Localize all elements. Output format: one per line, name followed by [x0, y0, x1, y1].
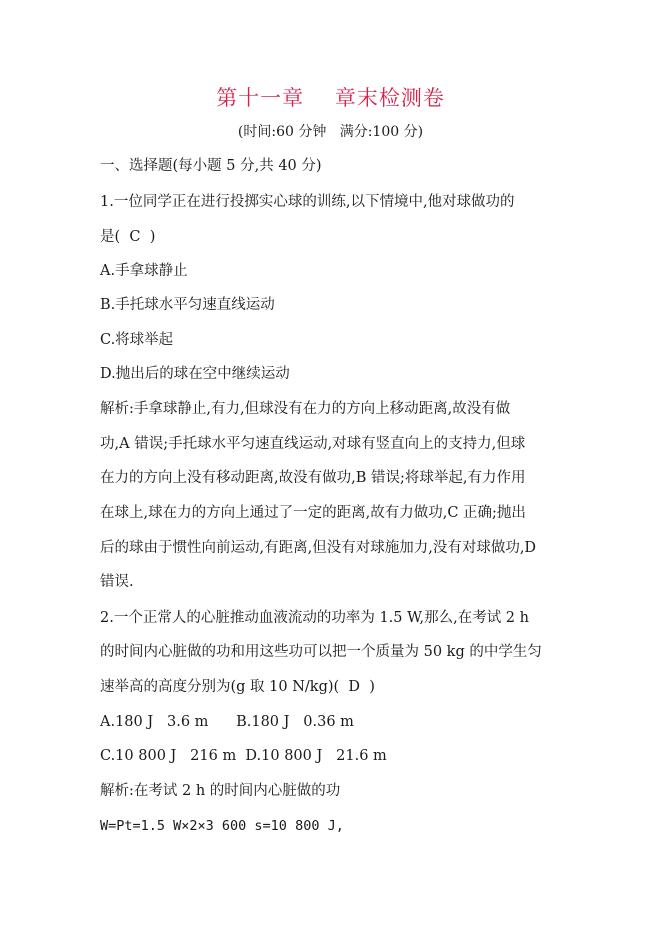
- q1-option-d: D.抛出后的球在空中继续运动: [100, 366, 290, 382]
- q1-option-a: A.手拿球静止: [100, 263, 188, 279]
- q2-options-row-1: A.180 J 3.6 m B.180 J 0.36 m: [100, 714, 354, 730]
- q2-analysis-line: 解析:在考试 2 h 的时间内心脏做的功: [100, 783, 341, 799]
- q1-analysis-line: 功,A 错误;手托球水平匀速直线运动,对球有竖直向上的支持力,但球: [100, 436, 526, 452]
- q1-stem-line-2: 是( C ): [100, 229, 156, 245]
- q2-stem-line-1: 2.一个正常人的心脏推动血液流动的功率为 1.5 W,那么,在考试 2 h: [100, 610, 529, 626]
- q1-analysis-line: 错误.: [100, 574, 134, 590]
- q2-stem-line-3: 速举高的高度分别为(g 取 10 N/kg)( D ): [100, 679, 375, 695]
- q2-stem-line-2: 的时间内心脏做的功和用这些功可以把一个质量为 50 kg 的中学生匀: [100, 644, 542, 660]
- page-title: 第十一章 章末检测卷: [216, 86, 445, 110]
- q1-analysis-line: 在力的方向上没有移动距离,故没有做功,B 错误;将球举起,有力作用: [100, 470, 526, 486]
- q1-stem-line-1: 1.一位同学正在进行投掷实心球的训练,以下情境中,他对球做功的: [100, 194, 515, 210]
- q1-option-b: B.手托球水平匀速直线运动: [100, 297, 275, 313]
- q1-analysis-line: 后的球由于惯性向前运动,有距离,但没有对球施加力,没有对球做功,D: [100, 540, 537, 556]
- q1-analysis-line: 在球上,球在力的方向上通过了一定的距离,故有力做功,C 正确;抛出: [100, 505, 526, 521]
- q1-option-c: C.将球举起: [100, 332, 174, 348]
- q2-work-formula: W=Pt=1.5 W×2×3 600 s=10 800 J,: [100, 818, 344, 834]
- q2-options-row-2: C.10 800 J 216 m D.10 800 J 21.6 m: [100, 748, 387, 764]
- section-heading: 一、选择题(每小题 5 分,共 40 分): [100, 158, 322, 174]
- q1-analysis-line: 解析:手拿球静止,有力,但球没有在力的方向上移动距离,故没有做: [100, 401, 511, 417]
- exam-meta: (时间:60 分钟 满分:100 分): [237, 124, 424, 140]
